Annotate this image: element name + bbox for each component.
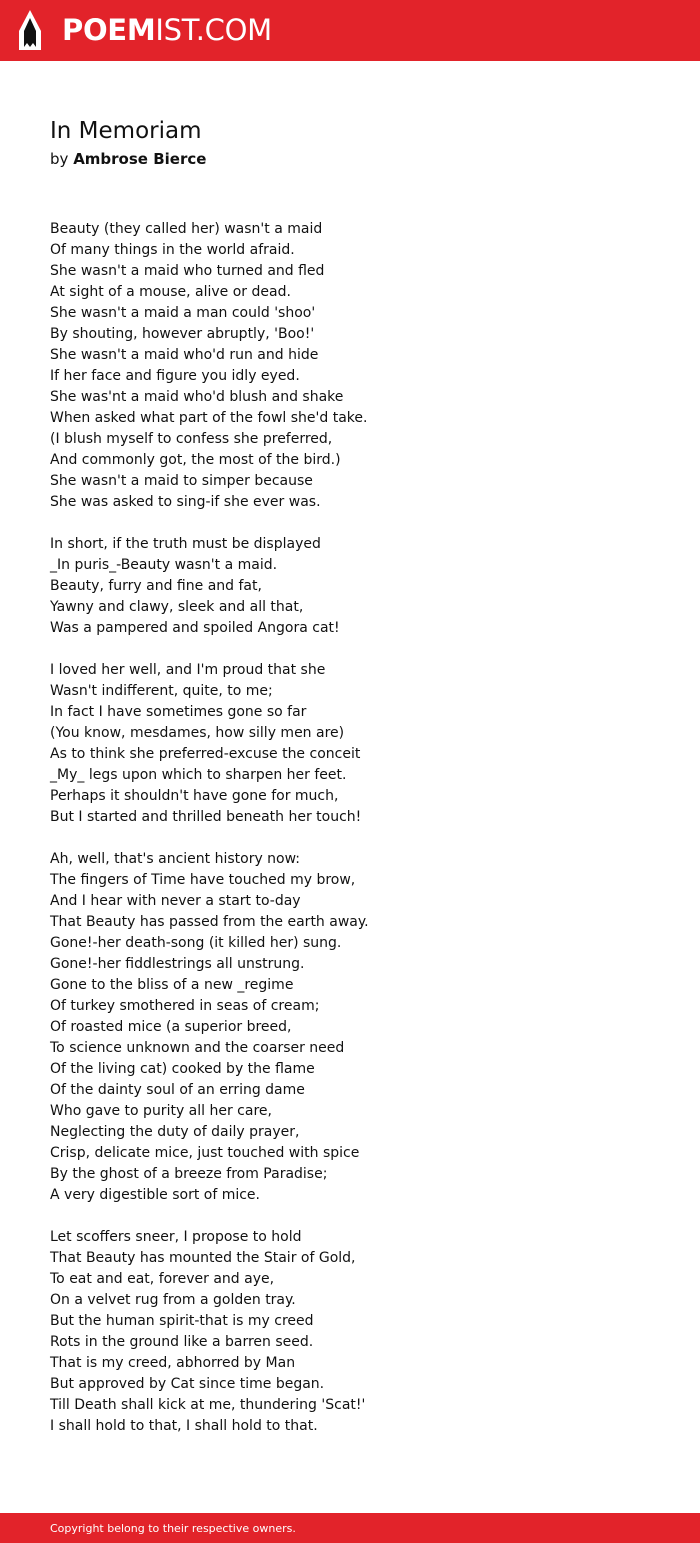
poem-line: And commonly got, the most of the bird.) — [50, 452, 341, 468]
poem-line: _My_ legs upon which to sharpen her feet. — [50, 767, 347, 783]
poem-line: But the human spirit-that is my creed — [50, 1313, 314, 1329]
poem-line: By the ghost of a breeze from Paradise; — [50, 1166, 328, 1182]
poem-line: Gone!-her death-song (it killed her) sung. — [50, 935, 342, 951]
poem-line: That Beauty has mounted the Stair of Gold, — [50, 1250, 356, 1266]
poem-line: She was'nt a maid who'd blush and shake — [50, 389, 344, 405]
poem-line: Till Death shall kick at me, thundering 'Scat!' — [50, 1397, 366, 1413]
poem-stanza — [50, 219, 650, 513]
poem-byline — [50, 149, 206, 169]
poem-stanza — [50, 1227, 650, 1437]
poem-line: Beauty, furry and fine and fat, — [50, 578, 262, 594]
poem-body — [50, 219, 650, 1437]
poem-stanza — [50, 660, 650, 828]
poem-line: That is my creed, abhorred by Man — [50, 1355, 296, 1371]
poem-line: But I started and thrilled beneath her touch! — [50, 809, 362, 825]
poem-line: That Beauty has passed from the earth away. — [50, 914, 369, 930]
poem-line: A very digestible sort of mice. — [50, 1187, 260, 1203]
poem-line: She was asked to sing-if she ever was. — [50, 494, 321, 510]
poem-line: To science unknown and the coarser need — [50, 1040, 345, 1056]
poem-line: If her face and figure you idly eyed. — [50, 368, 300, 384]
poem-line: Neglecting the duty of daily prayer, — [50, 1124, 300, 1140]
poem-line: In short, if the truth must be displayed — [50, 536, 321, 552]
poem-line: _In puris_-Beauty wasn't a maid. — [50, 557, 278, 573]
poem-line: When asked what part of the fowl she'd take. — [50, 410, 368, 426]
poem-line: Crisp, delicate mice, just touched with spice — [50, 1145, 360, 1161]
poem-line: Perhaps it shouldn't have gone for much, — [50, 788, 339, 804]
poem-line: I loved her well, and I'm proud that she — [50, 662, 326, 678]
poem-line: She wasn't a maid a man could 'shoo' — [50, 305, 316, 321]
logo-light-text: IST.COM — [155, 13, 272, 47]
poem-stanza — [50, 534, 650, 639]
poem-line: On a velvet rug from a golden tray. — [50, 1292, 296, 1308]
poem-stanza — [50, 849, 650, 1206]
poem-line: Of many things in the world afraid. — [50, 242, 295, 258]
poem-line: Yawny and clawy, sleek and all that, — [50, 599, 304, 615]
poem-line: The fingers of Time have touched my brow, — [50, 872, 356, 888]
poem-line: Who gave to purity all her care, — [50, 1103, 272, 1119]
poem-line: By shouting, however abruptly, 'Boo!' — [50, 326, 315, 342]
poem-line: (You know, mesdames, how silly men are) — [50, 725, 345, 741]
poem-line: In fact I have sometimes gone so far — [50, 704, 307, 720]
poem-line: Let scoffers sneer, I propose to hold — [50, 1229, 302, 1245]
poem-line: Gone to the bliss of a new _regime — [50, 977, 294, 993]
poem-line: She wasn't a maid who turned and fled — [50, 263, 325, 279]
poem-line: And I hear with never a start to-day — [50, 893, 301, 909]
poem-line: Ah, well, that's ancient history now: — [50, 851, 301, 867]
poem-line: I shall hold to that, I shall hold to that. — [50, 1418, 318, 1434]
site-header — [0, 0, 700, 61]
site-logo[interactable] — [62, 13, 272, 47]
poem-author: Ambrose Bierce — [73, 150, 207, 168]
poem-line: She wasn't a maid who'd run and hide — [50, 347, 319, 363]
poem-line: Of the living cat) cooked by the flame — [50, 1061, 315, 1077]
poem-title: In Memoriam — [50, 118, 202, 144]
poem-line: (I blush myself to confess she preferred, — [50, 431, 333, 447]
poem-line: Rots in the ground like a barren seed. — [50, 1334, 314, 1350]
copyright-text: Copyright belong to their respective owners. — [50, 1522, 296, 1535]
pencil-icon[interactable] — [17, 9, 43, 52]
poem-line: Of turkey smothered in seas of cream; — [50, 998, 320, 1014]
poem-line: Was a pampered and spoiled Angora cat! — [50, 620, 340, 636]
poem-line: At sight of a mouse, alive or dead. — [50, 284, 291, 300]
poem-line: To eat and eat, forever and aye, — [50, 1271, 275, 1287]
site-footer — [0, 1513, 700, 1543]
poem-line: Of roasted mice (a superior breed, — [50, 1019, 292, 1035]
logo-bold-text: POEM — [62, 13, 156, 47]
poem-line: Gone!-her fiddlestrings all unstrung. — [50, 956, 305, 972]
poem-line: Of the dainty soul of an erring dame — [50, 1082, 305, 1098]
poem-line: But approved by Cat since time began. — [50, 1376, 325, 1392]
by-label: by — [50, 150, 69, 168]
poem-line: As to think she preferred-excuse the conceit — [50, 746, 361, 762]
poem-line: Beauty (they called her) wasn't a maid — [50, 221, 323, 237]
poem-line: She wasn't a maid to simper because — [50, 473, 313, 489]
poem-line: Wasn't indifferent, quite, to me; — [50, 683, 273, 699]
